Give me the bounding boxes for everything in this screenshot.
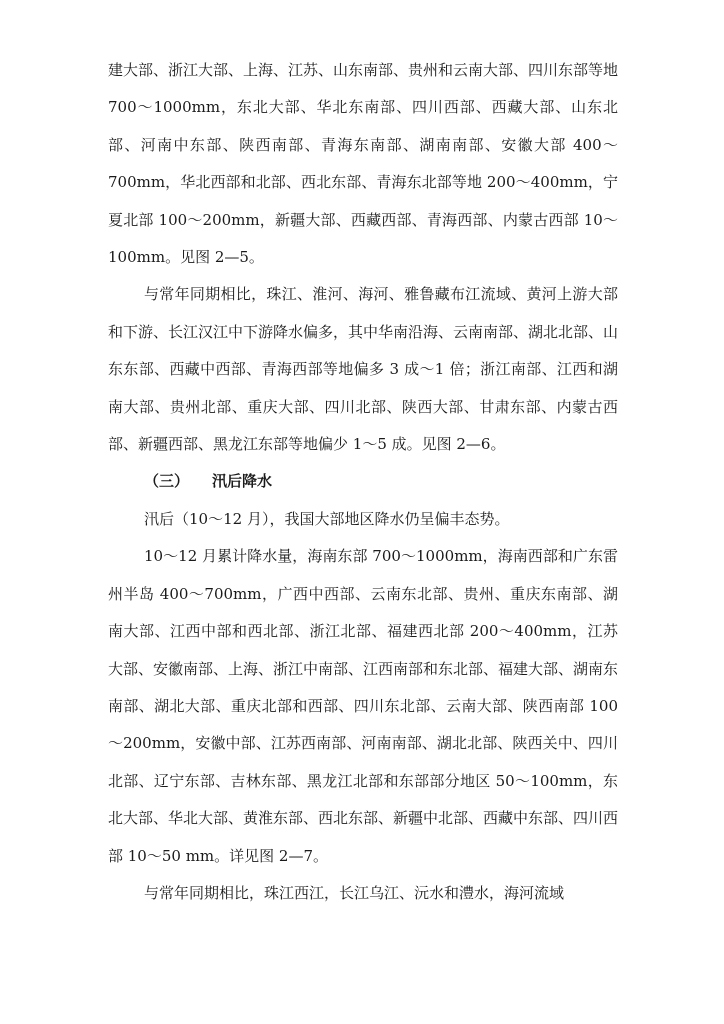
section-title: 汛后降水 xyxy=(212,472,273,491)
paragraph-1: 建大部、浙江大部、上海、江苏、山东南部、贵州和云南大部、四川东部等地 700～1000mm，东北大部、华北东南部、四川西部、西藏大部、山东北部、河南中东部、陕西南部、青海东南部、湖南南部、安徽大部 400～700mm，华北西部和北部、西北东部、青海东北部等地 200～400mm，宁夏北部 100～200mm，新疆大部、西藏西部、青海西部、内蒙古西部 10～100mm。见图 2—5。 xyxy=(108,61,619,267)
document-page xyxy=(108,52,618,912)
paragraph-5: 与常年同期相比，珠江西江，长江乌江、沅水和澧水，海河流域 xyxy=(144,883,565,902)
paragraph-4: 10～12 月累计降水量，海南东部 700～1000mm，海南西部和广东雷州半岛 400～700mm，广西中西部、云南东北部、贵州、重庆东南部、湖南大部、江西中部和西北部、浙江北部、福建西北部 200～400mm，江苏大部、安徽南部、上海、浙江中南部、江西南部和东北部、福建大部、湖南东南部、湖北大部、重庆北部和西部、四川东北部、云南大部、陕西南部 100～200mm，安徽中部、江苏西南部、河南南部、湖北北部、陕西关中、四川北部、辽宁东部、吉林东部、黑龙江北部和东部部分地区 50～100mm，东北大部、华北大部、黄淮东部、西北东部、新疆中北部、西藏中东部、四川西部 10～50 mm。详见图 2—7。 xyxy=(108,547,619,865)
paragraph-3: 汛后（10～12 月），我国大部地区降水仍呈偏丰态势。 xyxy=(144,509,510,528)
section-heading xyxy=(108,463,618,500)
section-number: （三） xyxy=(144,472,190,491)
paragraph-2: 与常年同期相比，珠江、淮河、海河、雅鲁藏布江流域、黄河上游大部和下游、长江汉江中下游降水偏多，其中华南沿海、云南南部、湖北北部、山东东部、西藏中西部、青海西部等地偏多 3 成～1 倍；浙江南部、江西和湖南大部、贵州北部、重庆大部、四川北部、陕西大部、甘肃东部、内蒙古西部、新疆西部、黑龙江东部等地偏少 1～5 成。见图 2—6。 xyxy=(108,285,619,454)
